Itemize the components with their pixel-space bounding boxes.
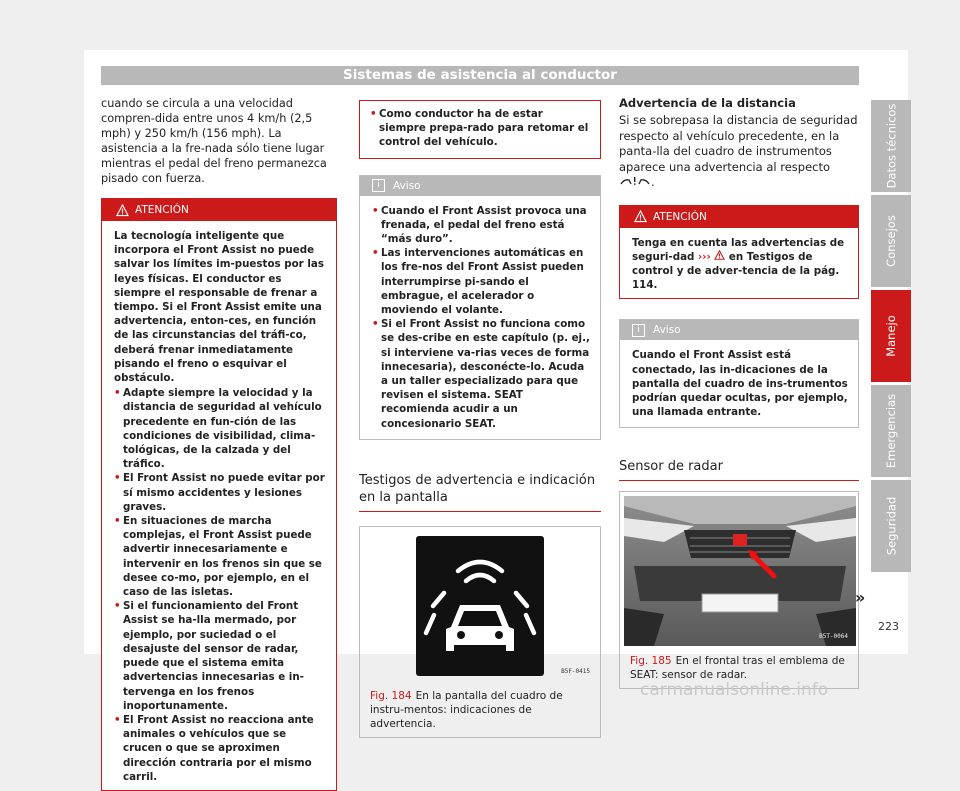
info-icon: i <box>632 324 645 337</box>
note-box <box>619 319 859 428</box>
column-left <box>101 96 337 791</box>
note-box <box>359 175 601 440</box>
watermark: carmanualsonline.info <box>640 680 829 700</box>
warning-label: ATENCIÓN <box>135 204 189 216</box>
column-right <box>619 96 859 689</box>
side-tabs <box>871 100 911 575</box>
intro-text: cuando se circula a una velocidad compren-dida entre unos 4 km/h (2,5 mph) y 250 km/h (156 mph). La asistencia a la fre-nada sólo tiene lugar mientras el pedal del freno permanezca pisado con fuerza. <box>101 97 327 185</box>
subheading: Advertencia de la distancia <box>619 96 796 110</box>
warning-header <box>102 199 336 221</box>
warning-label: ATENCIÓN <box>653 210 707 223</box>
warning-triangle-icon <box>714 250 725 260</box>
note-header <box>360 176 600 196</box>
note-body <box>360 196 600 439</box>
page-header: Sistemas de asistencia al conductor <box>101 66 859 85</box>
figure-caption-text: En la pantalla del cuadro de instru-mentos: indicaciones de advertencia. <box>370 689 563 730</box>
figure-184 <box>359 526 601 738</box>
info-icon: i <box>372 179 385 192</box>
note-text: Cuando el Front Assist está conectado, las in-dicaciones de la pantalla del cuadro de ins-trumentos podrían quedar ocultas, por ejemplo, una llamada entrante. <box>632 349 848 419</box>
tab-label: Seguridad <box>884 496 899 556</box>
figure-number: Fig. 184 <box>370 689 412 702</box>
warning-bullet: • Adapte siempre la velocidad y la distancia de seguridad al vehículo precedente en fun-ción de las condiciones de visibilidad, clima-tológicas, de la calzada y del tráfico. <box>114 386 328 471</box>
warning-bullet: • En situaciones de marcha complejas, el Front Assist puede advertir innecesariamente e intervenir en los frenos sin que se desee co-mo, por ejemplo, en el caso de las isletas. <box>114 514 328 599</box>
tab-seguridad[interactable] <box>871 480 911 572</box>
continue-mark: » <box>855 588 866 607</box>
warning-box-continued <box>359 100 601 159</box>
tab-label: Emergencias <box>884 393 899 469</box>
tab-label: Consejos <box>884 215 898 267</box>
distance-warning-icon <box>619 176 651 186</box>
warning-text: Tenga en cuenta las advertencias de seguri-dad <box>632 236 845 263</box>
distance-text-end: . <box>651 175 655 189</box>
figure-caption <box>360 685 600 737</box>
note-label: Aviso <box>393 179 421 192</box>
tab-label: Datos técnicos <box>884 103 898 189</box>
cross-reference-link[interactable]: ››› <box>697 250 711 263</box>
figure-image <box>624 496 854 646</box>
warning-body <box>620 228 858 299</box>
note-bullet: • Cuando el Front Assist provoca una frenada, el pedal del freno está “más duro”. <box>372 204 592 247</box>
warning-header <box>620 206 858 228</box>
section-title: Sensor de radar <box>619 458 859 481</box>
figure-image <box>364 531 596 681</box>
note-bullet: • Si el Front Assist no funciona como se des-cribe en este capítulo (p. ej., si interviene va-rias veces de forma innecesaria), desconécte-lo. Acuda a un taller especializado para que revisen el sistema. SEAT recomienda acudir a un concesionario SEAT. <box>372 317 592 431</box>
section-title: Testigos de advertencia e indicación en la pantalla <box>359 472 601 512</box>
tab-emergencias[interactable] <box>871 385 911 477</box>
distance-text-body: Si se sobrepasa la distancia de seguridad respecto al vehículo precedente, en la panta-lla del cuadro de instrumentos aparece una advertencia al respecto <box>619 113 858 174</box>
warning-bullet: • Como conductor ha de estar siempre prepa-rado para retomar el control del vehículo. <box>370 107 592 150</box>
figure-caption-text: En el frontal tras el emblema de SEAT: sensor de radar. <box>630 655 845 682</box>
warning-body <box>360 101 600 158</box>
warning-bullet: • El Front Assist no reacciona ante animales o vehículos que se crucen o que se aproximen dirección contraria por el mismo carril. <box>114 713 328 784</box>
warning-reference-text: en Testigos de control y de adver-tencia de la pág. 114. <box>632 250 840 292</box>
warning-bullet: • El Front Assist no puede evitar por sí mismo accidentes y lesiones graves. <box>114 471 328 514</box>
tab-label: Manejo <box>884 315 899 357</box>
warning-triangle-icon <box>634 210 647 223</box>
warning-box <box>101 198 337 791</box>
page-number: 223 <box>878 620 899 633</box>
figure-number: Fig. 185 <box>630 655 672 668</box>
car-front-radar-photo <box>624 496 856 646</box>
warning-text: La tecnología inteligente que incorpora el Front Assist no puede salvar los límites im-puestos por las leyes físicas. El conductor es siempre el responsable de frenar a tiempo. Si el Front Assist emite una advertencia, enton-ces, en función de las circunstancias del tráfi-co, deberá frenar inmediatamente pisando el freno o esquivar el obstáculo. <box>114 230 324 385</box>
warning-triangle-icon <box>116 204 129 217</box>
tab-datos-tecnicos[interactable] <box>871 100 911 192</box>
figure-code: B5F-0415 <box>561 667 590 675</box>
figure-185 <box>619 491 859 689</box>
note-label: Aviso <box>653 324 681 337</box>
note-body <box>620 340 858 427</box>
note-header <box>620 320 858 340</box>
warning-bullet: • Si el funcionamiento del Front Assist se ha-lla mermado, por ejemplo, por suciedad o el desajuste del sensor de radar, puede que el sistema emita advertencias innecesarias e in-tervenga en los frenos inoportunamente. <box>114 599 328 713</box>
car-radar-warning-icon <box>364 531 596 681</box>
tab-consejos[interactable] <box>871 195 911 287</box>
tab-manejo[interactable] <box>871 290 911 382</box>
figure-code: B5T-0064 <box>819 633 848 641</box>
note-bullet: • Las intervenciones automáticas en los fre-nos del Front Assist pueden interrumpirse pi-sando el embrague, el acelerador o moviendo el volante. <box>372 246 592 317</box>
warning-body <box>102 221 336 790</box>
column-middle <box>359 96 601 738</box>
distance-text <box>619 113 859 191</box>
warning-box <box>619 205 859 300</box>
